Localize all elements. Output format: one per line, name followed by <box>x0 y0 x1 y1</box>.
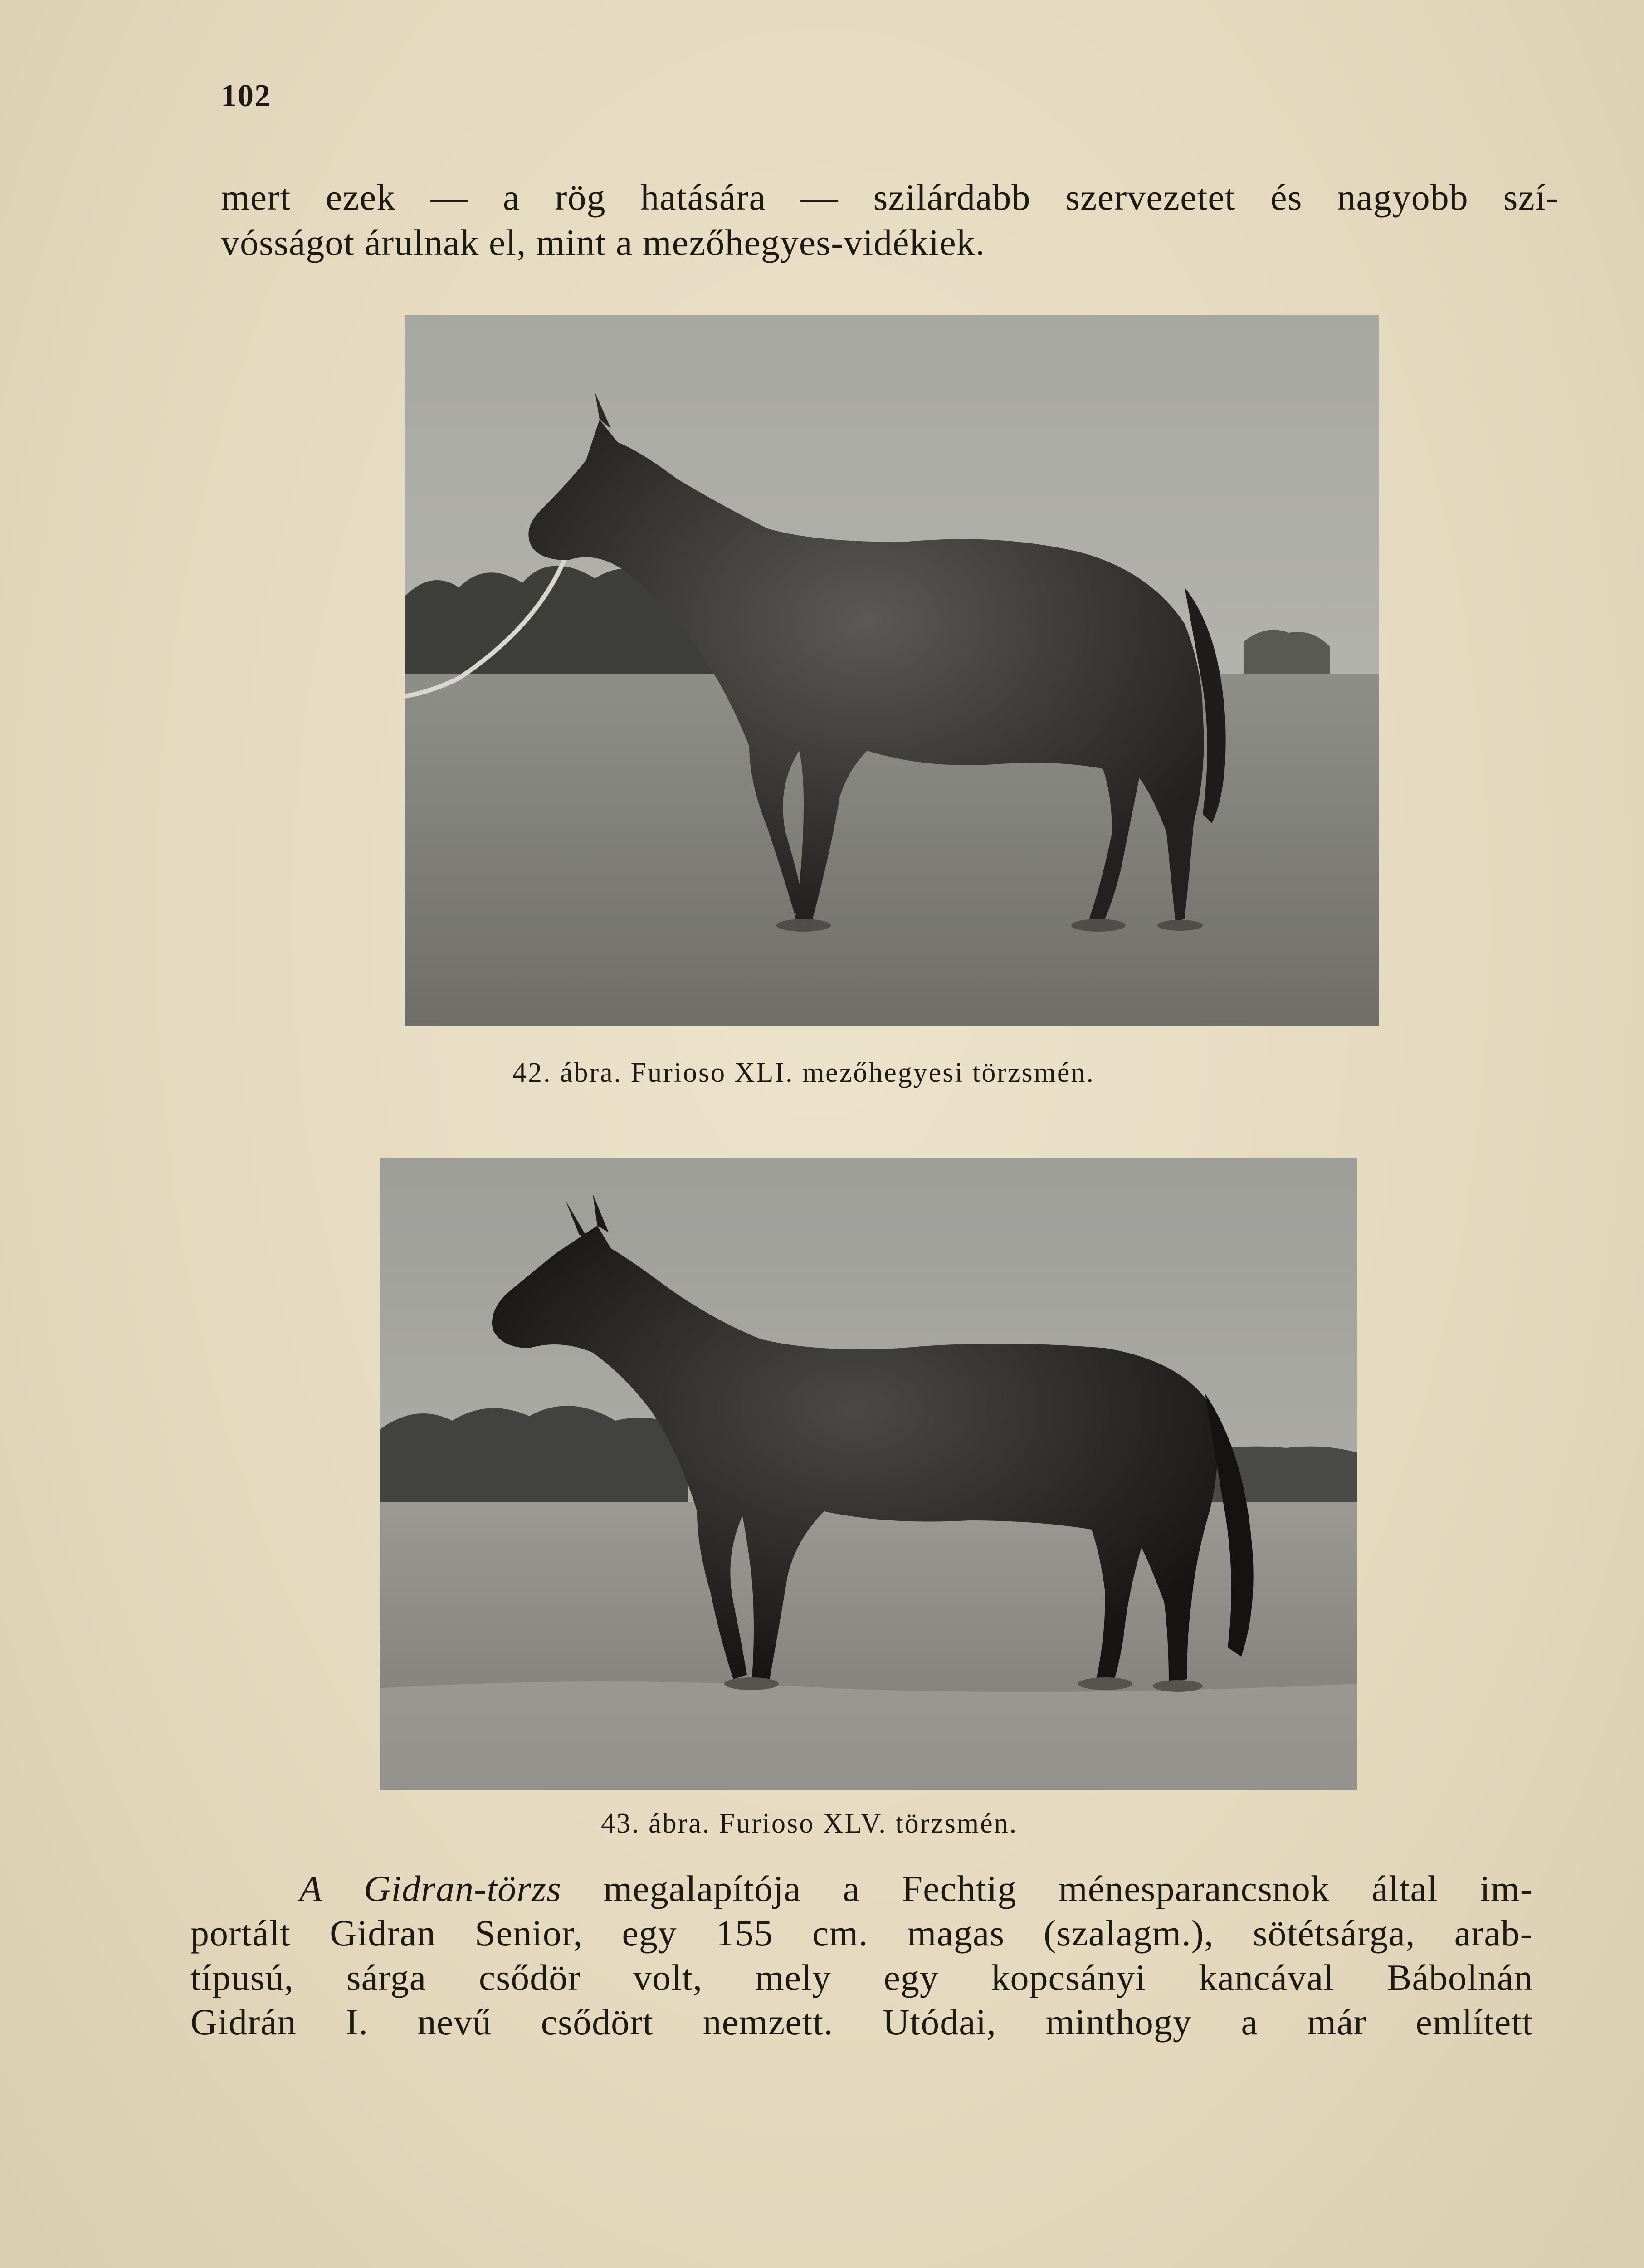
body-line-rest: megalapítója a Fechtig ménesparancsnok által im- <box>561 1868 1533 1909</box>
body-line <box>190 1867 1533 1911</box>
body-line: Gidrán I. nevű csődört nemzett. Utódai, minthogy a már említett <box>190 2001 1533 2043</box>
body-line: típusú, sárga csődör volt, mely egy kopcsányi kancával Bábolnán <box>190 1957 1533 1998</box>
intro-paragraph <box>221 175 1559 265</box>
page-number: 102 <box>221 78 271 113</box>
emphasis-text: A Gidran-törzs <box>299 1868 561 1909</box>
figure-caption: 43. ábra. Furioso XLV. törzsmén. <box>601 1808 1018 1839</box>
body-line: portált Gidran Senior, egy 155 cm. magas (szalagm.), sötétsárga, arab- <box>190 1912 1533 1954</box>
figure-caption: 42. ábra. Furioso XLI. mezőhegyesi törzsmén. <box>512 1057 1095 1088</box>
horse-photo <box>405 315 1379 1026</box>
intro-line: vósságot árulnak el, mint a mezőhegyes-vidékiek. <box>221 222 985 263</box>
figure-photo-furioso-xli <box>405 315 1379 1026</box>
figure-photo-furioso-xlv <box>380 1158 1357 1790</box>
intro-line: mert ezek — a rög hatására — szilárdabb szervezetet és nagyobb szí- <box>221 176 1559 218</box>
body-paragraph <box>190 1867 1533 2044</box>
horse-photo <box>380 1158 1357 1790</box>
